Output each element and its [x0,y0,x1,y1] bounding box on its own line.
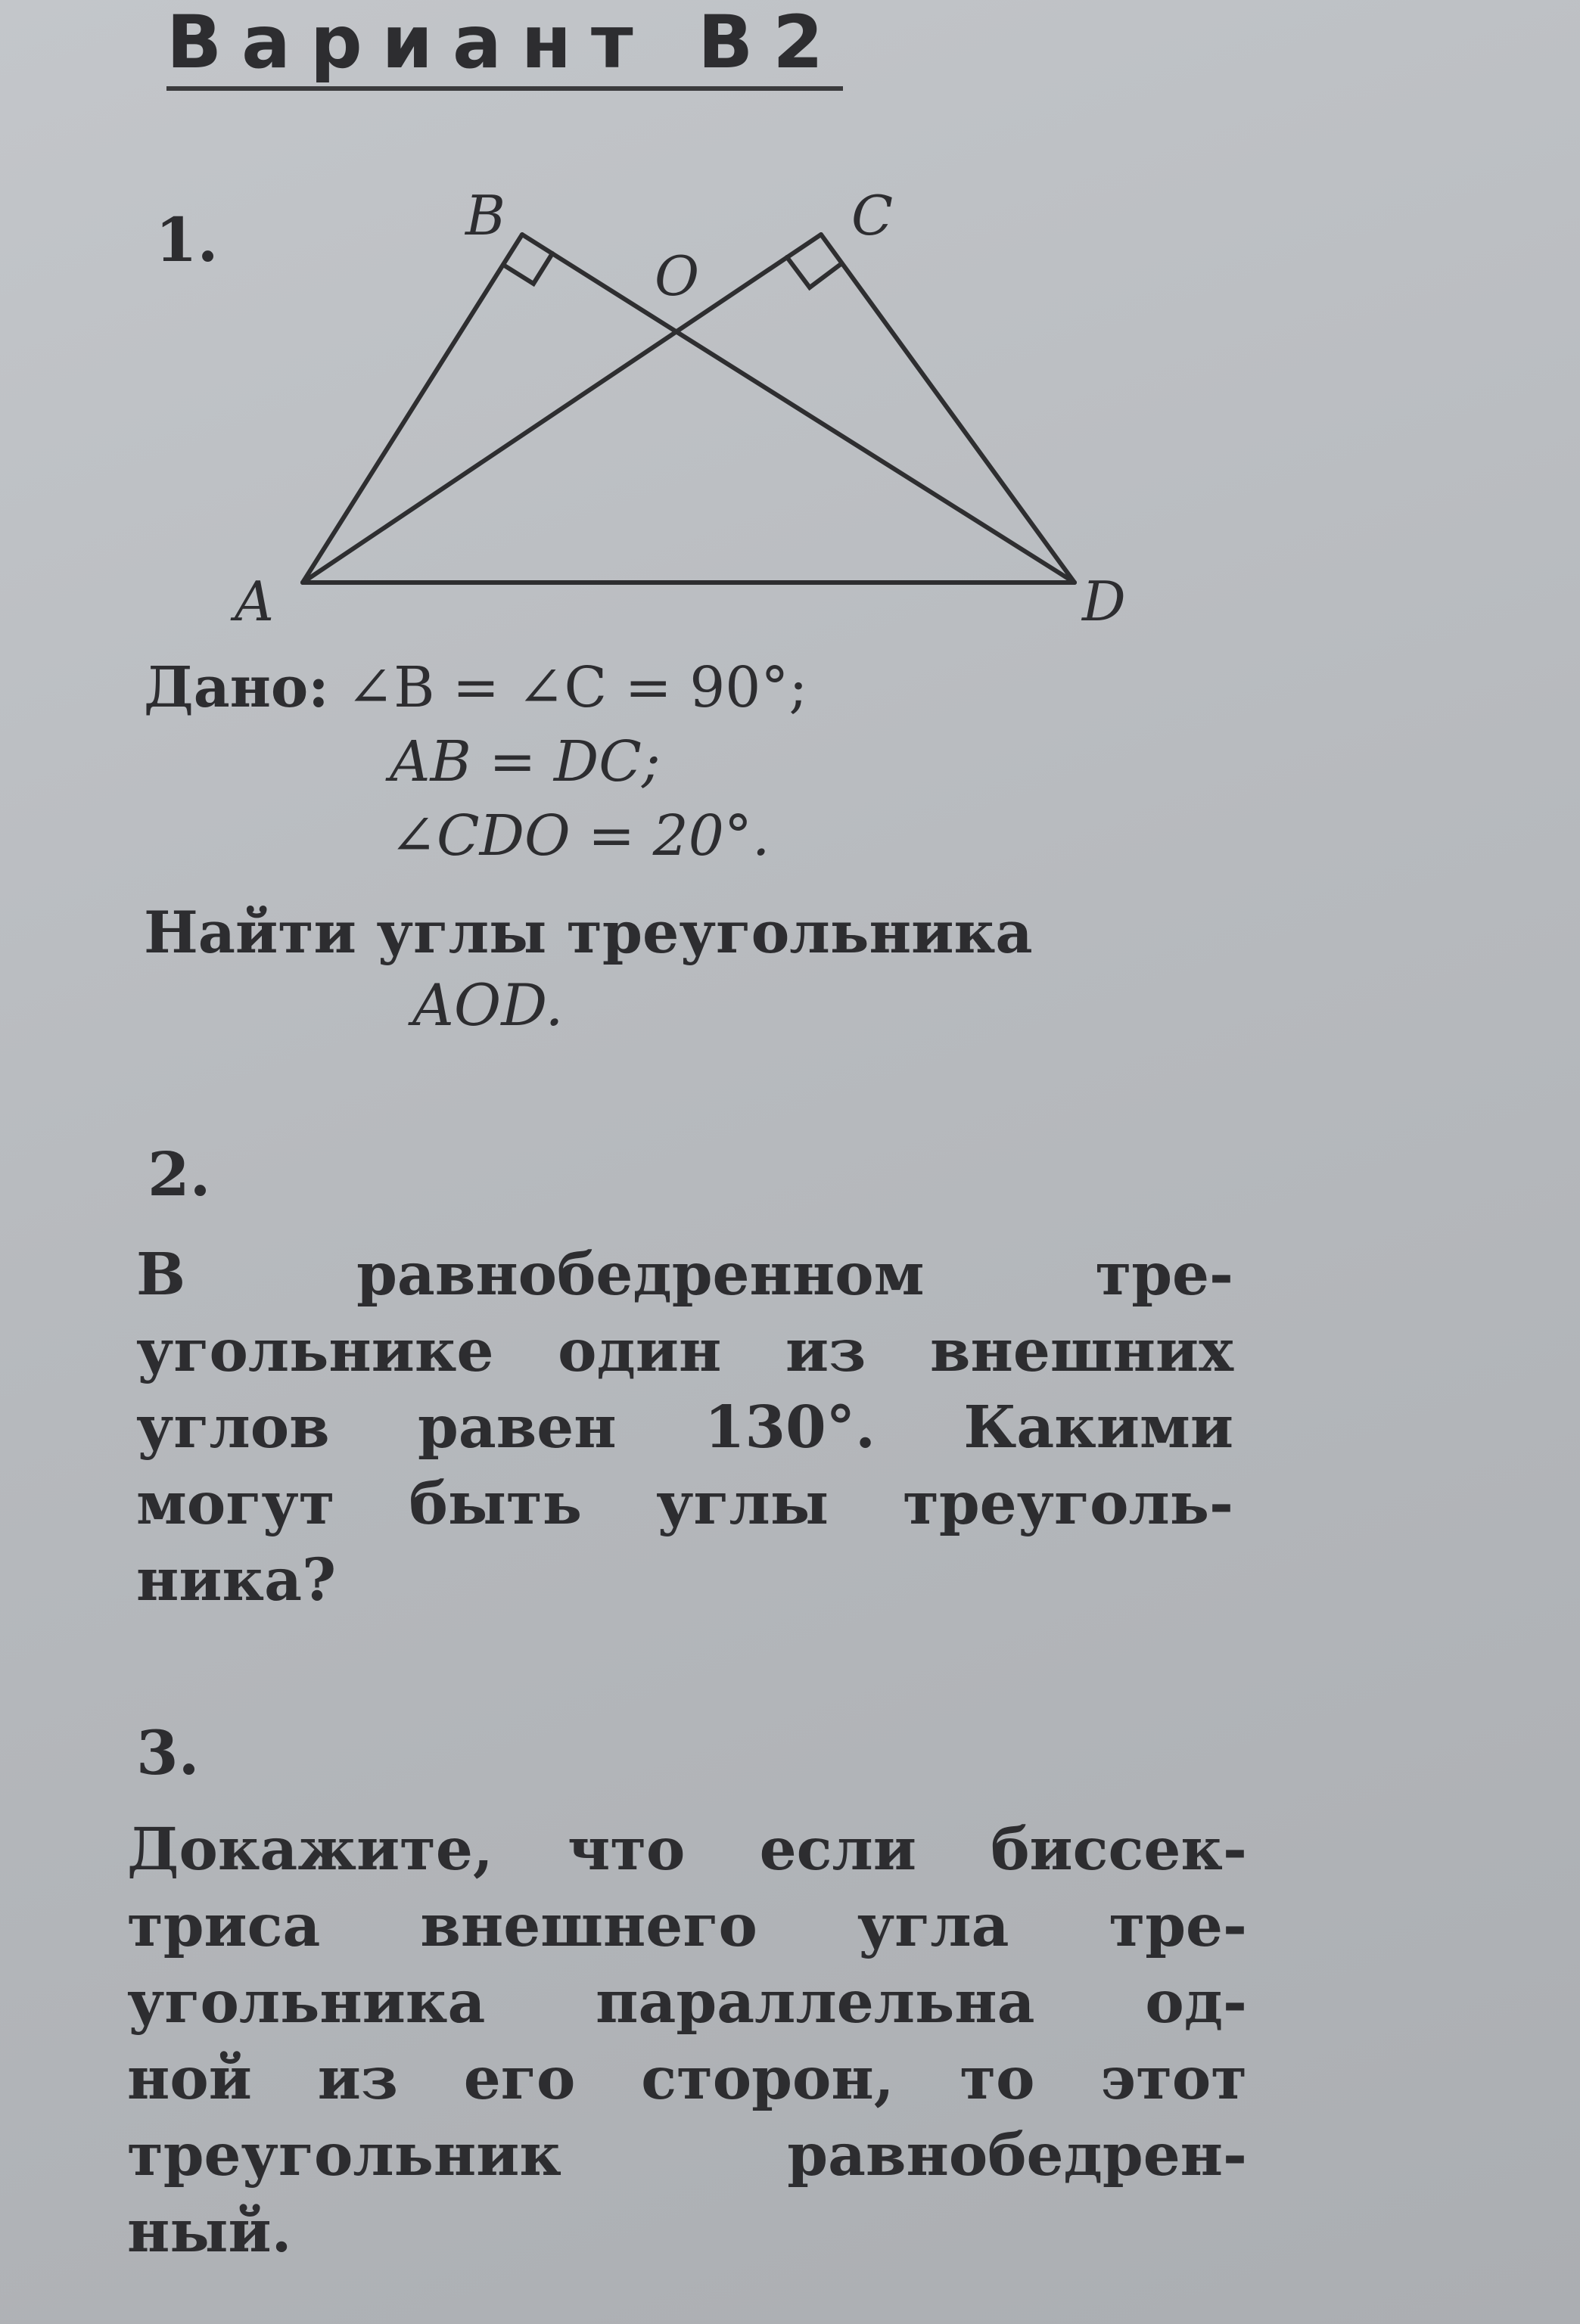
task-3-number: 3. [136,1717,200,1788]
given-label: Дано: [144,655,329,720]
point-label-c: C [851,189,894,247]
segment-bd [522,235,1075,583]
task-3-text [127,1812,1247,2270]
text-line: В равнобедренном тре- [136,1241,1233,1309]
given-line: ∠CDO = 20°. [390,803,770,868]
segment-ab [303,235,522,583]
find-block [144,896,1203,1042]
task-2-text [136,1237,1233,1619]
text-line: Докажите, что если биссек- [127,1816,1247,1884]
segment-dc [821,235,1075,583]
point-label-b: B [465,189,505,247]
right-angle-mark-b [503,253,552,284]
point-label-a: A [235,570,274,633]
text-line: углов равен 130°. Какими [136,1393,1233,1462]
task-1-number: 1. [155,204,219,275]
text-line: угольника параллельна од- [127,1968,1247,2037]
right-angle-mark-c [787,257,840,287]
find-triangle: AOD. [412,971,564,1039]
find-line: Найти углы треугольника [144,899,1033,966]
task-2-number: 2. [148,1139,211,1210]
text-line: ный. [127,2198,292,2266]
text-line: триса внешнего угла тре- [127,1892,1247,1960]
text-line: могут быть углы треуголь- [136,1470,1233,1538]
segment-ac [303,235,821,583]
given-line: AB = DC; [390,729,661,794]
text-line: треугольник равнобедрен- [127,2121,1247,2189]
text-line: ной из его сторон, то этот [127,2045,1247,2113]
geometry-figure [212,189,1196,643]
point-label-o: O [655,244,700,308]
point-label-d: D [1082,570,1126,633]
text-line: ника? [136,1546,337,1614]
given-block [144,651,1127,873]
variant-title: Вариант В2 [166,0,843,91]
text-line: угольнике один из внешних [136,1317,1233,1385]
given-line: ∠B = ∠C = 90°; [347,655,808,720]
